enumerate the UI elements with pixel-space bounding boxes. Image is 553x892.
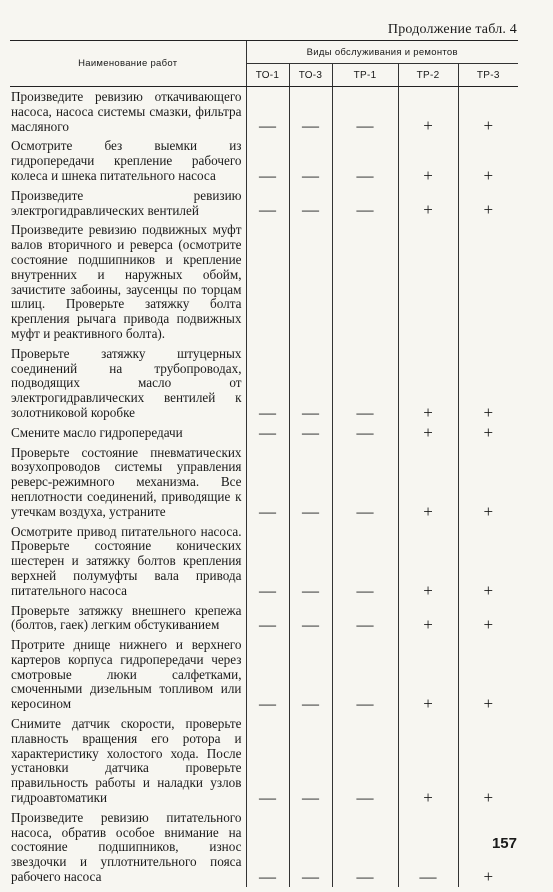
service-mark: + (398, 186, 458, 221)
table-row (10, 87, 518, 137)
service-mark: — (246, 186, 289, 221)
service-mark: + (458, 87, 518, 137)
service-mark: + (458, 808, 518, 887)
column-header-to3: ТО-3 (289, 64, 332, 87)
service-mark: + (398, 601, 458, 636)
service-mark: — (332, 443, 398, 522)
work-description: Протрите днище нижнего и верхнего картеров корпуса гидропередачи через смотровые люки салфетками, смоченными дизельным топливом или керосином (11, 637, 242, 712)
table-continuation-caption: Продолжение табл. 4 (387, 22, 517, 37)
service-mark: — (332, 423, 398, 443)
service-mark: — (289, 601, 332, 636)
service-mark: + (458, 443, 518, 522)
service-mark: — (332, 601, 398, 636)
service-mark: — (246, 601, 289, 636)
service-mark: + (398, 136, 458, 185)
work-description: Проверьте затяжку штуцерных соединений на трубопроводах, подводящих масло от электрогидравлических вентилей к золотниковой коробке (11, 345, 242, 420)
column-group-header: Виды обслуживания и ремонтов (246, 41, 518, 64)
table-row (10, 808, 518, 887)
column-header-tr2: ТР-2 (398, 64, 458, 87)
work-description: Произведите ревизию откачивающего насоса, насоса системы смазки, фильтра масляного (11, 89, 242, 134)
table-row (10, 344, 518, 423)
table-row (10, 136, 518, 185)
service-mark: — (246, 714, 289, 808)
service-mark: + (458, 136, 518, 185)
column-header-to1: ТО-1 (246, 64, 289, 87)
work-description: Осмотрите без выемки из гидропередачи крепление рабочего колеса и шнека питательного насоса (11, 138, 242, 183)
service-mark: + (398, 87, 458, 137)
work-description: Осмотрите привод питательного насоса. Проверьте состояние конических шестерен и затяжку болтов крепления верхней полумуфты вала привода питательного насоса (11, 523, 242, 598)
service-mark: + (398, 522, 458, 601)
service-mark: — (289, 87, 332, 137)
service-mark: — (332, 635, 398, 714)
work-description: Произведите ревизию питательного насоса, обратив особое внимание на состояние подшипников, износ звездочки и уплотнительного пояса рабочего насоса (11, 809, 242, 885)
service-mark: — (332, 186, 398, 221)
service-mark: — (398, 808, 458, 887)
service-mark: — (246, 344, 289, 423)
service-mark: — (332, 808, 398, 887)
service-mark: + (398, 423, 458, 443)
service-mark: + (398, 443, 458, 522)
service-mark: + (398, 714, 458, 808)
service-mark: — (332, 714, 398, 808)
service-mark: — (289, 344, 332, 423)
service-mark: + (458, 635, 518, 714)
table-row (10, 423, 518, 443)
service-mark: — (289, 186, 332, 221)
service-mark: — (332, 344, 398, 423)
work-description: Проверьте затяжку внешнего крепежа (болтов, гаек) легким обстукиванием (11, 602, 242, 633)
service-mark: — (289, 136, 332, 185)
column-header-tr1: ТР-1 (332, 64, 398, 87)
service-mark: — (332, 87, 398, 137)
service-mark: — (246, 443, 289, 522)
column-header-tr3: ТР-3 (458, 64, 518, 87)
service-mark: — (246, 635, 289, 714)
table-row (10, 635, 518, 714)
service-mark: — (332, 522, 398, 601)
service-mark (332, 220, 398, 343)
service-mark: — (246, 423, 289, 443)
work-description: Произведите ревизию электрогидравлических вентилей (11, 187, 242, 218)
service-mark: — (246, 808, 289, 887)
service-mark (246, 220, 289, 343)
service-mark: — (289, 443, 332, 522)
table-row (10, 186, 518, 221)
work-description: Смените масло гидропередачи (11, 424, 183, 440)
service-mark: — (332, 136, 398, 185)
service-mark: + (458, 601, 518, 636)
service-mark (398, 220, 458, 343)
work-description: Проверьте состояние пневматических возухопроводов системы управления реверс-режимного механизма. Все неплотности соединений, приводящие к утечкам воздуха, устраните (11, 444, 242, 519)
page-number: 157 (491, 835, 517, 852)
service-mark: — (289, 522, 332, 601)
column-header-works: Наименование работ (10, 41, 246, 87)
table-row (10, 601, 518, 636)
maintenance-table (10, 40, 518, 887)
service-mark: — (246, 87, 289, 137)
service-mark: — (246, 522, 289, 601)
service-mark (289, 220, 332, 343)
service-mark: + (458, 344, 518, 423)
table-row (10, 714, 518, 808)
table-row (10, 443, 518, 522)
table-row (10, 220, 518, 343)
service-mark: + (458, 714, 518, 808)
work-description: Снимите датчик скорости, проверьте плавность вращения его ротора и характеристику холостого хода. После установки датчика проверьте правильность работы и наладки узлов гидроавтоматики (11, 716, 242, 806)
service-mark: — (289, 635, 332, 714)
table-row (10, 522, 518, 601)
work-description: Произведите ревизию подвижных муфт валов вторичного и реверса (осмотрите состояние подшипников и крепление внутренних и наружных обойм, зачистите забоины, заусенцы по торцам шлиц. Проверьте затяжку болта крепления рычага привода подвижных муфт и реактивного болта). (11, 222, 242, 341)
service-mark: — (289, 423, 332, 443)
service-mark (458, 220, 518, 343)
service-mark: + (458, 423, 518, 443)
service-mark: — (289, 808, 332, 887)
service-mark: + (458, 522, 518, 601)
service-mark: — (246, 136, 289, 185)
service-mark: + (398, 344, 458, 423)
service-mark: + (458, 186, 518, 221)
service-mark: — (289, 714, 332, 808)
service-mark: + (398, 635, 458, 714)
